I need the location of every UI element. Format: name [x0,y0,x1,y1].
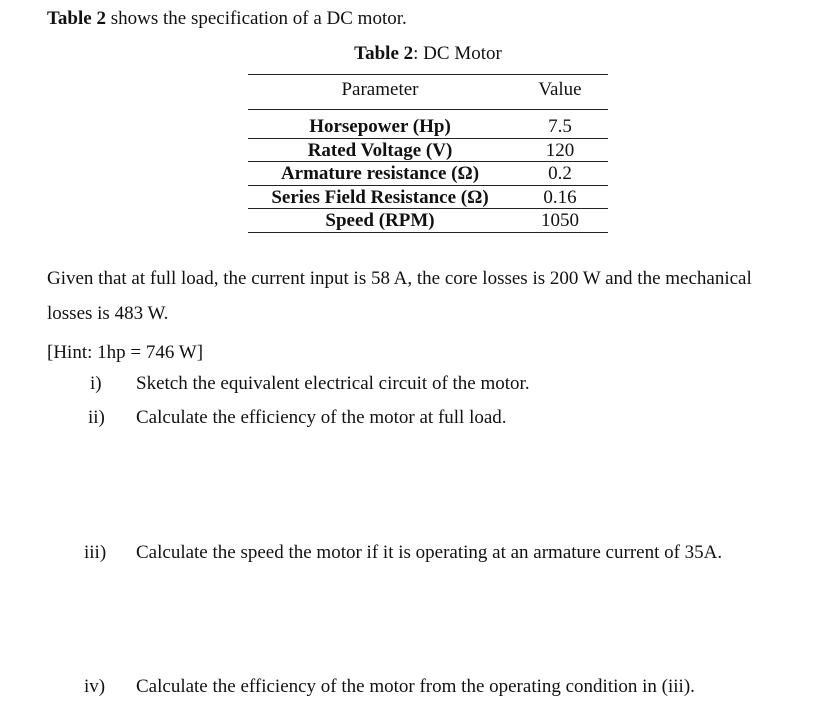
given-line-2: losses is 483 W. [47,303,169,324]
intro-sentence [47,8,407,30]
intro-table-ref: Table 2 [47,8,106,29]
table-header-parameter: Parameter [341,79,419,100]
question-text: Calculate the efficiency of the motor from the operating condition in (iii). [136,676,695,697]
table-cell-parameter: Series Field Resistance (Ω) [271,187,489,208]
table-cell-parameter: Armature resistance (Ω) [280,163,480,184]
question-number: i) [90,373,102,394]
hint-text: [Hint: 1hp = 746 W] [47,342,204,363]
table-top-rule [248,74,608,75]
table-header-rule [248,109,608,110]
question-text: Sketch the equivalent electrical circuit of the motor. [136,373,530,394]
question-text: Calculate the speed the motor if it is operating at an armature current of 35A. [136,542,723,563]
table-cell-value: 1050 [541,210,579,231]
table-cell-parameter: Speed (RPM) [325,210,435,231]
question-number: iv) [84,676,106,697]
question-number: iii) [84,542,107,563]
caption-label: Table 2 [354,43,414,64]
table-cell-parameter: Horsepower (Hp) [309,116,451,137]
question-text: Calculate the efficiency of the motor at full load. [136,407,507,428]
given-line-1: Given that at full load, the current input is 58 A, the core losses is 200 W and the mechanical [47,268,752,289]
table-cell-value: 120 [545,140,575,161]
table-cell-value: 0.16 [543,187,577,208]
intro-text: shows the specification of a DC motor. [105,8,407,29]
table-bottom-rule [248,232,608,233]
table-header-value: Value [538,79,582,100]
table-cell-value: 7.5 [548,116,572,137]
table-caption [248,43,608,65]
caption-text: : DC Motor [413,43,502,64]
question-number: ii) [88,407,105,428]
table-cell-parameter: Rated Voltage (V) [307,140,453,161]
table-cell-value: 0.2 [548,163,572,184]
